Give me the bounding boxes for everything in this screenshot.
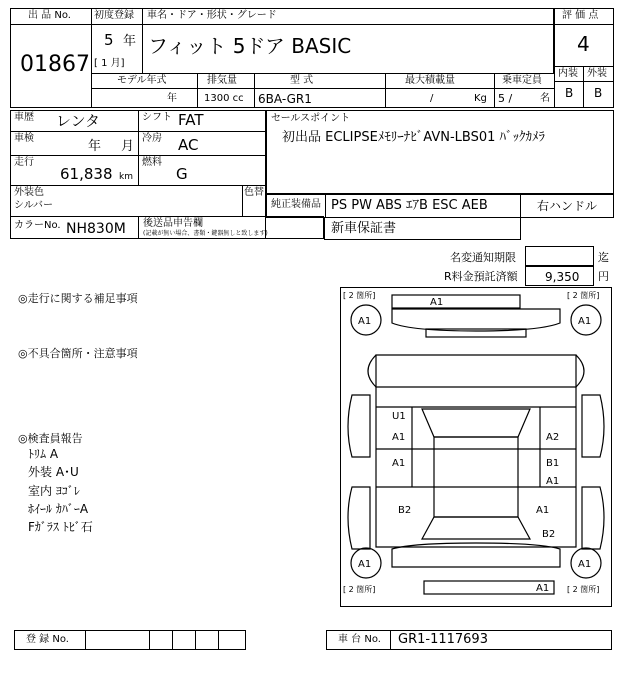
left-a1-front-code: A1 <box>392 432 406 443</box>
right-a1-mid-code: A1 <box>546 476 560 487</box>
left-u1-code: U1 <box>392 411 406 422</box>
color-no-value: NH830M <box>66 221 126 237</box>
lot-label: 出 品 No. <box>28 10 71 21</box>
shift-value: FAT <box>178 111 204 129</box>
equipment-label: 純正装備品 <box>271 199 321 210</box>
wheel-fr-code: A1 <box>578 316 592 327</box>
aftermarket-label: 後送品申告欄 <box>143 218 203 229</box>
front-bumper-code: A1 <box>430 297 444 308</box>
mileage-value: 61,838 <box>60 165 113 183</box>
inspector-line: 室内 ﾖｺﾞﾚ <box>28 484 80 498</box>
history-label: 車歴 <box>14 112 34 123</box>
right-fender <box>582 395 604 457</box>
first-reg-month: [ 1 月] <box>94 58 125 69</box>
front-bumper <box>392 309 560 331</box>
handle-value: 右ハンドル <box>537 199 598 213</box>
right-b2-code: B2 <box>542 529 556 540</box>
capacity-label: 乗車定員 <box>502 75 542 86</box>
name-change-label: 名変通知期限 <box>450 251 516 264</box>
max-load-unit: Kg <box>474 93 487 104</box>
displacement-label: 排気量 <box>207 75 237 86</box>
recycle-amount: 9,350 <box>545 270 580 284</box>
first-reg-year: 5 <box>104 31 114 49</box>
car-name: フィット 5ドア BASIC <box>148 34 352 58</box>
mileage-unit: km <box>119 172 133 182</box>
score-box <box>554 8 614 108</box>
max-load-label: 最大積載量 <box>405 75 455 86</box>
inspector-line: ﾄﾘﾑ A <box>28 447 59 461</box>
name-change-unit: 迄 <box>598 251 609 264</box>
inspector-report-title: ◎検査員報告 <box>18 432 83 445</box>
ext-color-value: シルバー <box>14 200 54 211</box>
score-value: 4 <box>577 32 590 56</box>
name-change-box <box>525 246 594 266</box>
hood <box>376 355 576 387</box>
ac-label: 冷房 <box>142 133 162 144</box>
displacement: 1300 cc <box>204 93 244 104</box>
type-code: 6BA-GR1 <box>258 92 312 106</box>
color-change-label: 色替 <box>244 187 264 198</box>
left-b2-code: B2 <box>398 505 412 516</box>
left-quarter <box>348 487 370 549</box>
capacity-value: 5 / <box>498 92 513 105</box>
sales-point-label: セールスポイント <box>271 113 351 124</box>
lot-number: 01867 <box>20 52 90 77</box>
wheel-rl-code: A1 <box>358 559 372 570</box>
aftermarket-note: (記載が無い場合、書類・鍵器無しと致します) <box>143 230 268 237</box>
driving-notes-title: ◎走行に関する補足事項 <box>18 292 138 305</box>
chassis-label: 車 台 No. <box>338 634 381 645</box>
corner-label-tl: [ 2 箇所] <box>343 291 376 300</box>
reg-no-label: 登 録 No. <box>26 634 69 645</box>
recycle-label: R料金預託済額 <box>444 270 518 283</box>
inspector-line: 外装 A･U <box>28 465 79 479</box>
wheel-rr-code: A1 <box>578 559 592 570</box>
inspection-label: 車検 <box>14 133 34 144</box>
windshield <box>422 409 530 437</box>
interior-label: 内装 <box>558 68 578 79</box>
rear-bumper-bottom <box>424 581 554 594</box>
defect-notes-title: ◎不具合箇所・注意事項 <box>18 347 138 360</box>
mileage-label: 走行 <box>14 157 34 168</box>
right-a2-code: A2 <box>546 432 560 443</box>
chassis-no: GR1-1117693 <box>398 632 488 647</box>
rear-bumper-code: A1 <box>536 583 550 594</box>
warranty-value: 新車保証書 <box>331 221 397 236</box>
interior-score: B <box>565 86 574 100</box>
first-reg-label: 初度登録 <box>94 10 134 21</box>
car-name-label: 車名・ドア・形状・グレード <box>147 10 277 21</box>
exterior-label: 外装 <box>587 68 607 79</box>
recycle-unit: 円 <box>598 270 609 283</box>
model-year-label: モデル年式 <box>117 75 167 86</box>
score-label: 評 価 点 <box>562 10 599 21</box>
color-no-label: カラーNo. <box>14 220 61 231</box>
capacity-unit: 名 <box>540 93 550 104</box>
sales-point-text: 初出品 ECLIPSEﾒﾓﾘｰﾅﾋﾞAVN-LBS01 ﾊﾞｯｸｶﾒﾗ <box>282 130 546 145</box>
ext-color-label: 外装色 <box>14 187 44 198</box>
max-load-slash: / <box>430 93 434 104</box>
wheel-fl-code: A1 <box>358 316 372 327</box>
first-reg-year-unit: 年 <box>123 34 137 49</box>
right-a1-rear-code: A1 <box>536 505 550 516</box>
car-damage-diagram <box>340 287 612 607</box>
ac-value: AC <box>178 136 199 154</box>
left-fender <box>348 395 370 457</box>
fuel-value: G <box>176 165 188 183</box>
rear-glass <box>422 517 530 539</box>
history-value: レンタ <box>56 112 101 130</box>
inspector-line: Fｶﾞﾗｽ ﾄﾋﾞ石 <box>28 520 93 534</box>
model-year-unit: 年 <box>167 93 177 104</box>
inspection-month: 月 <box>121 139 135 154</box>
corner-label-bl: [ 2 箇所] <box>343 585 376 594</box>
type-label: 型 式 <box>290 75 314 86</box>
right-quarter <box>582 487 604 549</box>
inspection-year: 年 <box>88 139 102 154</box>
exterior-score: B <box>594 86 603 100</box>
right-b1-code: B1 <box>546 458 560 469</box>
front-bumper-top <box>392 295 520 308</box>
shift-label: シフト <box>142 112 172 123</box>
equipment-items: PS PW ABS ｴｱB ESC AEB <box>331 198 488 213</box>
fuel-label: 燃料 <box>142 157 162 168</box>
corner-label-tr: [ 2 箇所] <box>567 291 600 300</box>
inspector-line: ﾎｲｰﾙ ｶﾊﾞｰA <box>28 502 89 516</box>
left-a1-mid-code: A1 <box>392 458 406 469</box>
corner-label-br: [ 2 箇所] <box>567 585 600 594</box>
